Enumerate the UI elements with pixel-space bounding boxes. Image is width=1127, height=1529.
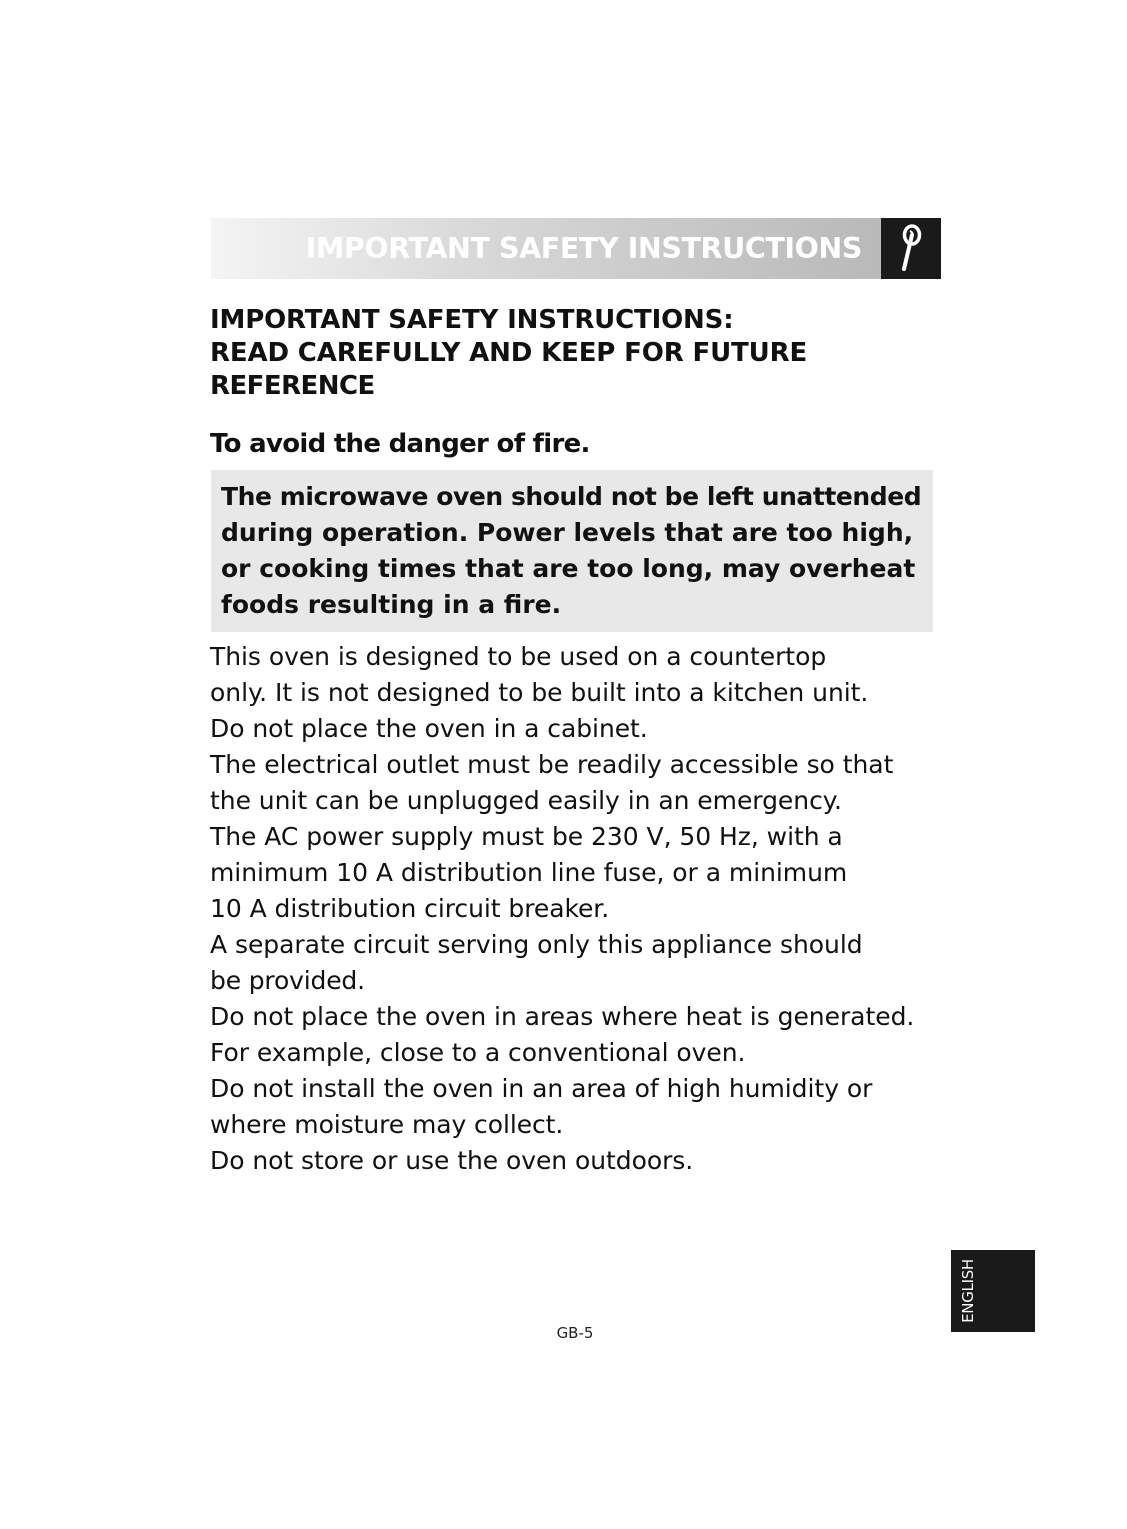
body-line: be provided. [210,966,365,995]
main-heading [210,304,935,403]
header-icon-box [881,218,941,279]
page-number: GB-5 [556,1324,594,1342]
warning-line: The microwave oven should not be left unattended [221,482,922,511]
warning-line: or cooking times that are too long, may overheat [221,554,916,583]
body-line: The AC power supply must be 230 V, 50 Hz, with a [210,822,843,851]
body-line: 10 A distribution circuit breaker. [210,894,610,923]
fire-warning-box [211,470,933,632]
body-line: Do not place the oven in a cabinet. [210,714,648,743]
body-line: the unit can be unplugged easily in an emergency. [210,786,842,815]
main-heading-line: IMPORTANT SAFETY INSTRUCTIONS: [210,305,734,335]
body-line: For example, close to a conventional oven. [210,1038,746,1067]
body-line: Do not place the oven in areas where heat is generated. [210,1002,915,1031]
main-heading-line: READ CAREFULLY AND KEEP FOR FUTURE [210,338,808,368]
body-line: Do not store or use the oven outdoors. [210,1146,694,1175]
body-line: This oven is designed to be used on a countertop [210,642,827,671]
body-line: A separate circuit serving only this appliance should [210,930,863,959]
language-tab-label: ENGLISH [959,1259,977,1323]
warning-line: foods resulting in a fire. [221,590,562,619]
section-header-title: IMPORTANT SAFETY INSTRUCTIONS [305,232,862,265]
main-heading-line: REFERENCE [210,371,375,401]
warning-line: during operation. Power levels that are too high, [221,518,914,547]
body-line: Do not install the oven in an area of high humidity or [210,1074,873,1103]
fire-danger-subheading: To avoid the danger of fire. [210,429,590,459]
language-tab [951,1250,1035,1332]
body-line: only. It is not designed to be built into a kitchen unit. [210,678,869,707]
info-symbol-icon [897,223,925,273]
section-header-band [211,218,941,279]
body-line: The electrical outlet must be readily accessible so that [210,750,894,779]
body-line: minimum 10 A distribution line fuse, or a minimum [210,858,848,887]
body-line: where moisture may collect. [210,1110,564,1139]
body-text [210,639,935,1179]
